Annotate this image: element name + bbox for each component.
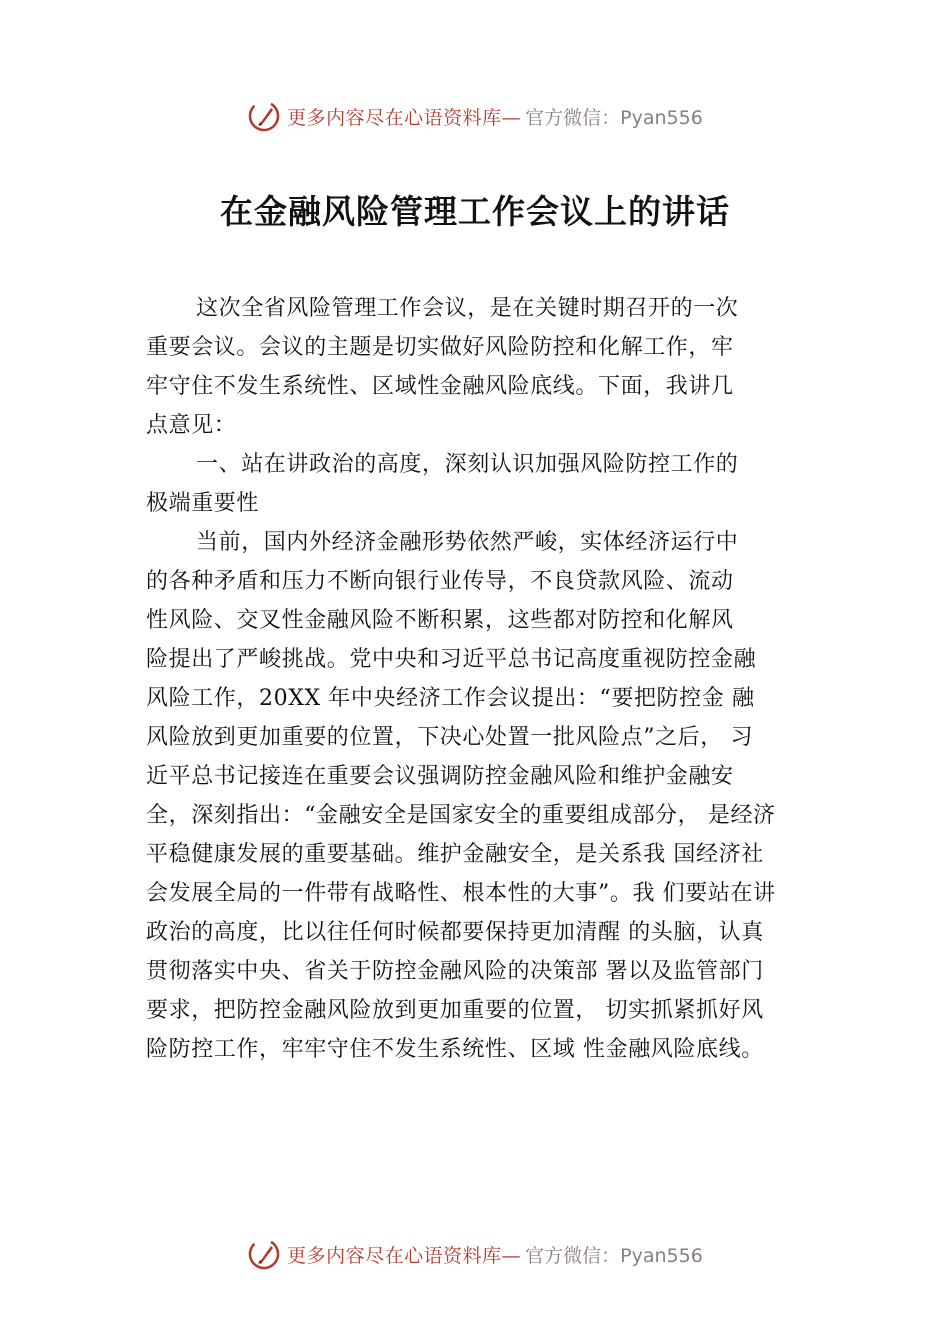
document-body xyxy=(146,289,836,1069)
body-line: 牢守住不发生系统性、区域性金融风险底线。下面，我讲几 xyxy=(146,374,734,399)
body-line: 贯彻落实中央、省关于防控金融风险的决策部 署以及监管部门 xyxy=(146,959,764,984)
body-line: 险提出了严峻挑战。党中央和习近平总书记高度重视防控金融 xyxy=(146,647,757,672)
body-line: 性风险、交叉性金融风险不断积累，这些都对防控和化解风 xyxy=(146,608,734,633)
section-heading-line: 一、站在讲政治的高度，深刻认识加强风险防控工作的 xyxy=(196,452,739,477)
body-line: 政治的高度，比以往任何时候都要保持更加清醒 的头脑，认真 xyxy=(146,920,764,945)
watermark-text: 更多内容尽在心语资料库— xyxy=(287,106,522,129)
document-title: 在金融风险管理工作会议上的讲话 xyxy=(220,192,730,231)
body-line: 风险放到更加重要的位置，下决心处置一批风险点”之后， 习 xyxy=(146,725,754,750)
body-line: 会发展全局的一件带有战略性、根本性的大事”。我 们要站在讲 xyxy=(146,881,776,906)
body-line: 平稳健康发展的重要基础。维护金融安全，是关系我 国经济社 xyxy=(146,842,764,867)
body-line: 这次全省风险管理工作会议，是在关键时期召开的一次 xyxy=(196,296,739,321)
body-line: 点意见： xyxy=(146,413,237,438)
watermark-text: 更多内容尽在心语资料库— xyxy=(287,1244,522,1267)
section-heading-line: 极端重要性 xyxy=(146,491,260,516)
body-line: 要求，把防控金融风险放到更加重要的位置， 切实抓紧抓好风 xyxy=(146,998,764,1023)
body-line: 当前，国内外经济金融形势依然严峻，实体经济运行中 xyxy=(196,530,739,555)
footer-watermark xyxy=(0,1234,950,1274)
body-line: 险防控工作，牢牢守住不发生系统性、区域 性金融风险底线。 xyxy=(146,1037,764,1062)
body-line: 全，深刻指出：“金融安全是国家安全的重要组成部分， 是经济 xyxy=(146,803,776,828)
body-line: 重要会议。会议的主题是切实做好风险防控和化解工作，牢 xyxy=(146,335,734,360)
pen-feather-logo-icon xyxy=(247,1237,281,1271)
pen-feather-logo-icon xyxy=(247,99,281,133)
header-watermark xyxy=(0,96,950,136)
watermark-wechat: 官方微信：Pyan556 xyxy=(525,1244,703,1267)
body-line: 的各种矛盾和压力不断向银行业传导，不良贷款风险、流动 xyxy=(146,569,734,594)
body-line: 风险工作，20XX 年中央经济工作会议提出：“要把防控金 融 xyxy=(146,686,755,711)
body-line: 近平总书记接连在重要会议强调防控金融风险和维护金融安 xyxy=(146,764,734,789)
watermark-wechat: 官方微信：Pyan556 xyxy=(525,106,703,129)
